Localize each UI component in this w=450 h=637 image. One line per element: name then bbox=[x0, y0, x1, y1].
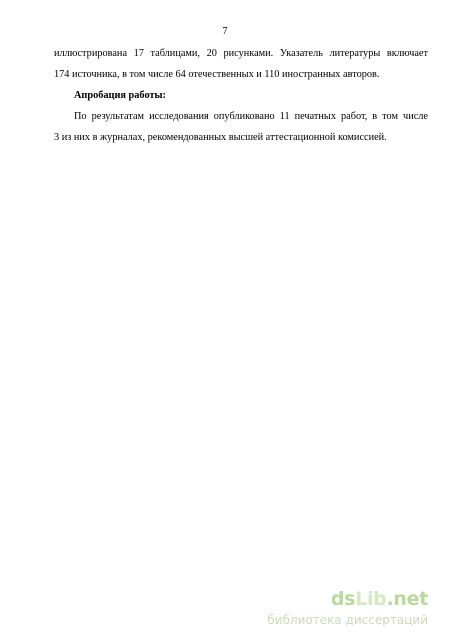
paragraph-1-line-1: иллюстрирована 17 таблицами, 20 рисунками. Указатель литературы включает bbox=[54, 48, 428, 59]
paragraph-1-line-2: 174 источника, в том числе 64 отечественных и 110 иностранных авторов. bbox=[54, 69, 380, 80]
dslib-caption: библиотека диссертаций bbox=[267, 613, 428, 627]
section-heading-approbation: Апробация работы: bbox=[74, 90, 166, 101]
dslib-logo bbox=[331, 588, 428, 610]
paragraph-2-line-1: По результатам исследования опубликовано 11 печатных работ, в том числе bbox=[74, 111, 428, 122]
body-text bbox=[54, 43, 428, 148]
logo-part-net: .net bbox=[386, 588, 428, 610]
dslib-watermark bbox=[268, 588, 440, 632]
logo-part-ds: ds bbox=[330, 588, 356, 610]
paragraph-2-line-2: 3 из них в журналах, рекомендованных высшей аттестационной комиссией. bbox=[54, 132, 387, 143]
logo-part-lib: Lib bbox=[355, 588, 387, 610]
page-number: 7 bbox=[222, 26, 228, 37]
